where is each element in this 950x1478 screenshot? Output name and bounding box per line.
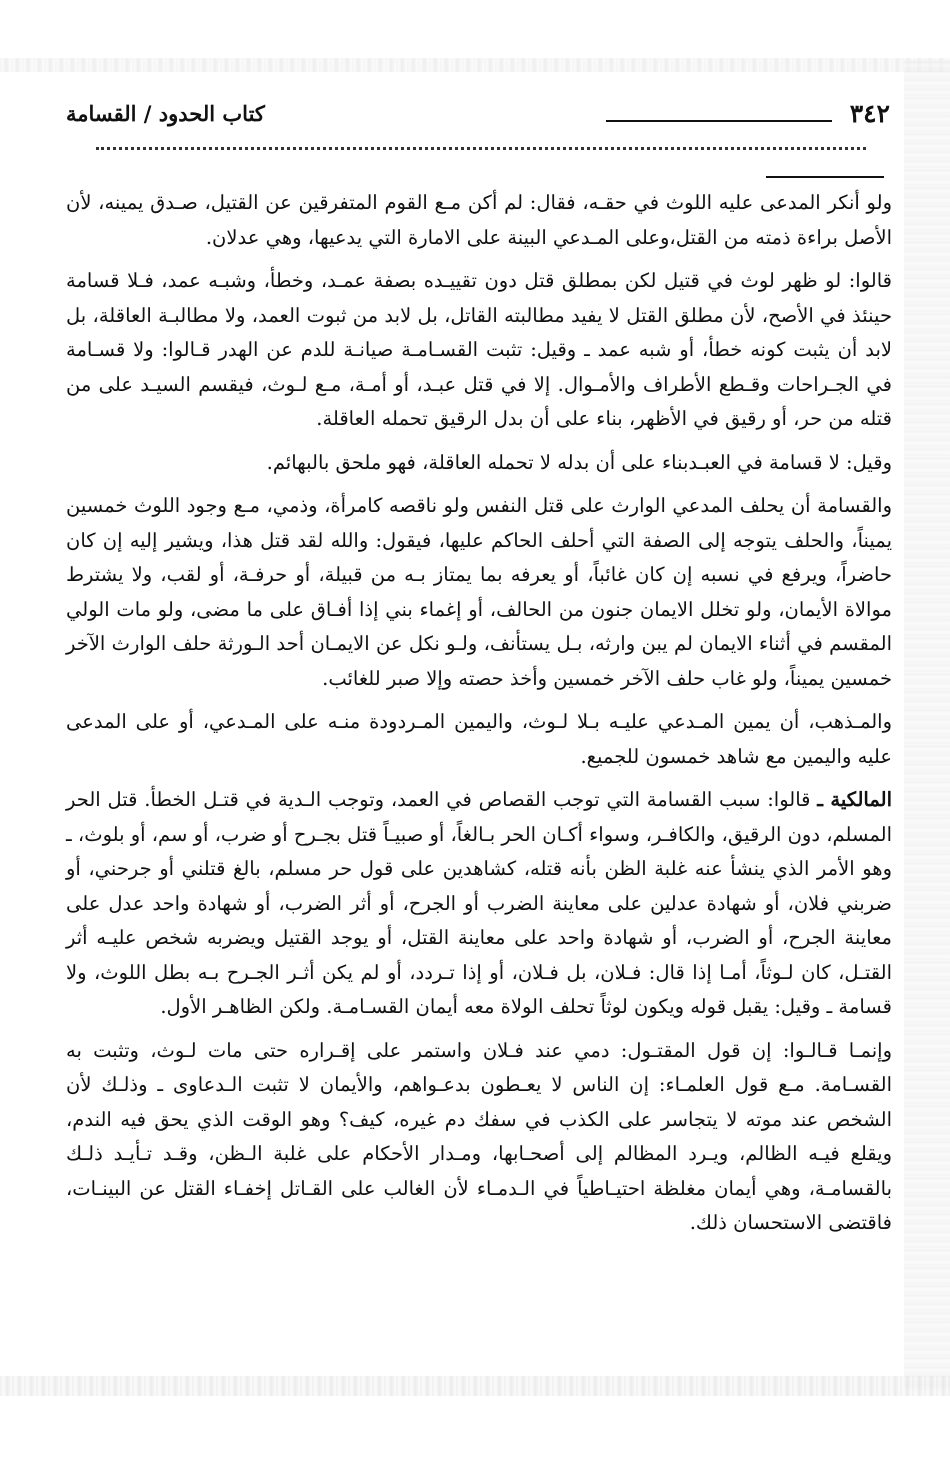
paragraph-text: والمـذهب، أن يمين المـدعي عليـه بـلا لـوث، واليمين المـردودة منـه على المـدعي، أو على المدعى عليه واليمين مع شاهد خمسون للجميع. (66, 710, 892, 768)
running-title: كتاب الحدود / القسامة (66, 101, 265, 126)
scan-edge-bottom (0, 1376, 950, 1396)
paragraph-text: قالوا: سبب القسامة التي توجب القصاص في العمد، وتوجب الـدية في قتـل الخطأ. قتل الحر المسلم، دون الرقيق، والكافـر، وسواء أكـان الحر بـالغاً، أو صبيـاً قتل بجـرح أو ضرب، أو سم، أو بلوث، ـ وهو الأمر الذي ينشأ عنه غلبة الظن بأنه قتله، كشاهدين على قول حر مسلم، بالغ قتلني أو جرحني، أو ضربني فلان، أو شهادة عدلين على معاينة الضرب أو الجرح، أو أثر الضرب، أو شهادة واحد عدل على معاينة الجرح، أو الضرب، أو شهادة واحد على معاينة القتل، أو يوجد القتيل ويضربه شخص عليـه أثر القتـل، كان لـوثاً، أمـا إذا قال: فـلان، بل فـلان، أو إذا تـردد، أو لم يكن أثـر الجـرح بـه بطل اللوث، ولا قسامة ـ وقيل: يقبل قوله ويكون لوثاً تحلف الولاة معه أيمان القسـامـة. ولكن الظاهـر الأول. (66, 788, 892, 1018)
paragraph-text: وقيل: لا قسامة في العبـدبناء على أن بدله لا تحمله العاقلة، فهو ملحق بالبهائم. (266, 450, 892, 474)
paragraph-text: وإنمـا قـالـوا: إن قول المقتـول: دمي عند فـلان واستمر على إقـراره حتى مات لـوث، وتثبت به القسـامة. مـع قول العلمـاء: إن الناس لا يعـطون بدعـواهم، والأيمان لا تثبت الـدعاوى ـ وذلـك لأن الشخص عند موته لا يتجاسر على الكذب في سفك دم غيره، كيف؟ وهو الوقت الذي يحق فيه الندم، ويقلع فيـه الظالم، ويـرد المظالم إلى أصحـابها، ومـدار الأحكام على غلبة الـظن، وقـد تـأيـد ذلـك بالقسامـة، وهي أيمان مغلظة احتيـاطياً في الـدمـاء لأن الغالب على القـاتل إخفـاء القتل عن البينـات، فاقتضى الاستحسان ذلك. (66, 1038, 892, 1234)
paragraph-text: قالوا: لو ظهر لوث في قتيل لكن بمطلق قتل دون تقييـده بصفة عمـد، وخطأ، وشبـه عمد، فـلا قسامة حينئذ في الأصح، لأن مطلق القتل لا يفيد مطالبته القاتل، بل لابد من ثبوت العمد، ولا مطالبـة العاقلة، بل لابد أن يثبت كونه خطأ، أو شبه عمد ـ وقيل: تثبت القسـامـة صيانـة للدم عن الهدر قـالوا: ولا قسـامة في الجـراحات وقـطع الأطراف والأمـوال. إلا في قتل عبـد، أو أمـة، مـع لـوث، فيقسم السيـد على من قتله من حر، أو رقيق في الأظهر، بناء على أن بدل الرقيق تحمله العاقلة. (66, 269, 892, 430)
paragraph-text: والقسامة أن يحلف المدعي الوارث على قتل النفس ولو ناقصه كامرأة، وذمي، مـع وجود اللوث خمسين يميناً، والحلف يتوجه إلى الصفة التي أحلف الحاكم عليها، فيقول: والله لقد قتل هذا، ويشير إليه إن كان حاضراً، ويرفع في نسبه إن كان غائباً، أو يعرفه بما يمتاز بـه من قبيلة، أو حرفـة، أو لقب، ولا يشترط موالاة الأيمان، ولو تخلل الايمان جنون من الحالف، أو إغماء بني إذا أفـاق على ما مضى، ولو مات الولي المقسم في أثناء الايمان لم يبن وارثه، بـل يستأنف، ولـو نكل عن الايمـان أحد الـورثة حلف الوارث الآخر خمسين يميناً، ولو غاب حلف الآخر خمسين وأخذ حصته وإلا صبر للغائب. (66, 494, 892, 690)
paragraph-2 (66, 264, 892, 437)
scan-edge-right (904, 60, 950, 1390)
running-header (66, 98, 890, 132)
paragraph-1 (66, 186, 892, 255)
paragraph-6 (66, 783, 892, 1025)
paragraph-3 (66, 446, 892, 481)
paragraph-text: ولو أنكر المدعى عليه اللوث في حقـه، فقال: لم أكن مـع القوم المتفرقين عن القتيل، صـدق يمينه، لأن الأصل براءة ذمته من القتل،وعلى المـدعي البينة على الامارة التي يدعيها، وهي عدلان. (66, 191, 892, 249)
dotted-separator (96, 147, 866, 150)
paragraph-4 (66, 489, 892, 696)
scan-edge-top (0, 58, 950, 72)
short-rule (766, 176, 884, 178)
paragraph-lead-maliki: المالكية ـ (817, 788, 892, 811)
paragraph-5 (66, 705, 892, 774)
body-text (66, 186, 892, 1250)
header-rule (606, 120, 832, 122)
paragraph-7 (66, 1034, 892, 1241)
page-number: ٣٤٢ (849, 99, 890, 128)
